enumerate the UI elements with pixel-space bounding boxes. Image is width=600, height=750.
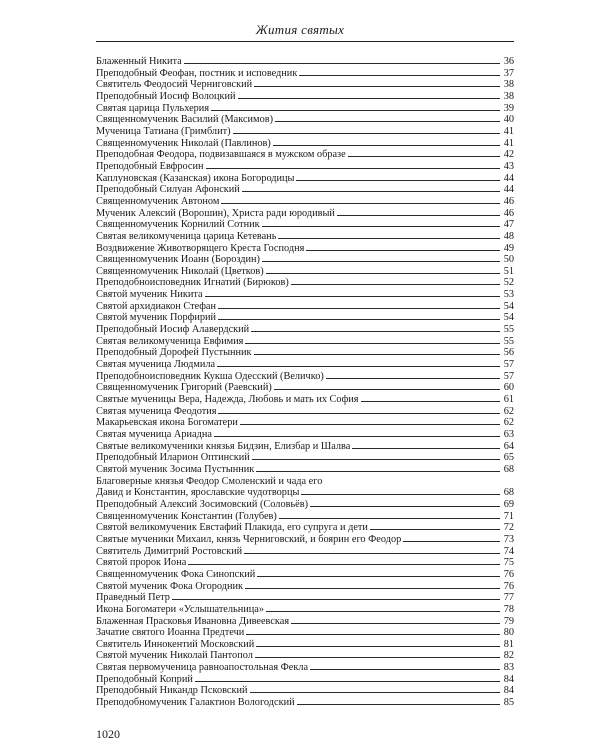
- toc-entry: [96, 534, 514, 546]
- leader-line: [242, 191, 500, 192]
- toc-entry-title: Священномученик Автоном: [96, 195, 220, 207]
- toc-entry-title: Зачатие святого Иоанна Предтечи: [96, 627, 245, 639]
- toc-entry-page: 79: [503, 615, 514, 627]
- leader-line: [256, 646, 500, 647]
- toc-entry: [96, 266, 514, 278]
- leader-line: [195, 681, 500, 682]
- toc-entry-page: 82: [503, 650, 514, 662]
- leader-line: [262, 261, 500, 262]
- toc-entry-title: Святитель Феодосий Черниговский: [96, 79, 253, 91]
- toc-entry-page: 74: [503, 545, 514, 557]
- toc-entry-page: 75: [503, 557, 514, 569]
- toc-entry: [96, 616, 514, 628]
- toc-entry: [96, 173, 514, 185]
- running-head: Жития святых: [255, 22, 345, 37]
- toc-entry: [96, 581, 514, 593]
- toc-entry-page: 43: [503, 160, 514, 172]
- toc-entry: [96, 138, 514, 150]
- toc-entry-page: 54: [503, 300, 514, 312]
- toc-entry-page: 81: [503, 638, 514, 650]
- toc-entry: [96, 371, 514, 383]
- leader-line: [218, 308, 500, 309]
- toc-entry-title: Преподобный Дорофей Пустынник: [96, 347, 252, 359]
- toc-entry: [96, 464, 514, 476]
- leader-line: [273, 145, 500, 146]
- toc-entry-title: Преподобномученик Галактион Вологодский: [96, 697, 295, 709]
- leader-line: [205, 296, 500, 297]
- leader-line: [361, 401, 501, 402]
- toc-entry-title: Преподобный Алексий Зосимовский (Соловьёв): [96, 498, 309, 510]
- toc-entry: [96, 359, 514, 371]
- toc-entry-title: Преподобный Иосиф Волоцкий: [96, 90, 236, 102]
- toc-entry: [96, 569, 514, 581]
- toc-entry-title: Священномученик Константин (Голубев): [96, 510, 277, 522]
- toc-entry-title: Преподобный Силуан Афонский: [96, 184, 240, 196]
- toc-entry-page: 76: [503, 580, 514, 592]
- toc-entry: [96, 184, 514, 196]
- leader-line: [310, 669, 500, 670]
- toc-entry: [96, 231, 514, 243]
- toc-entry-title: Святая мученица Людмила: [96, 359, 216, 371]
- toc-entry: [96, 429, 514, 441]
- leader-line: [299, 75, 500, 76]
- toc-entry-page: 85: [503, 697, 514, 709]
- toc-entry-title: Святой мученик Зосима Пустынник: [96, 463, 255, 475]
- leader-line: [310, 506, 500, 507]
- toc-entry: [96, 557, 514, 569]
- toc-entry-title: Преподобный Коприй: [96, 673, 193, 685]
- toc-entry-page: 84: [503, 673, 514, 685]
- toc-entry: [96, 312, 514, 324]
- toc-entry-title: Мученик Алексий (Ворошин), Христа ради юродивый: [96, 207, 335, 219]
- toc-entry-title: Святая первомученица равноапостольная Фекла: [96, 662, 309, 674]
- toc-entry-page: 54: [503, 312, 514, 324]
- leader-line: [233, 133, 500, 134]
- toc-entry-title: Святитель Димитрий Ростовский: [96, 545, 243, 557]
- toc-entry-title: Святая мученица Феодотия: [96, 405, 217, 417]
- toc-entry-page: 36: [503, 56, 514, 67]
- leader-line: [348, 156, 500, 157]
- leader-line: [278, 238, 500, 239]
- toc-entry-page: 39: [503, 102, 514, 114]
- toc-entry: [96, 592, 514, 604]
- toc-entry-title: Преподобноисповедник Игнатий (Бирюков): [96, 277, 289, 289]
- toc-entry-page: 65: [503, 452, 514, 464]
- leader-line: [352, 448, 500, 449]
- toc-entry-page: 69: [503, 498, 514, 510]
- leader-line: [244, 553, 500, 554]
- toc-entry-page: 62: [503, 405, 514, 417]
- toc-entry-page: 55: [503, 335, 514, 347]
- leader-line: [370, 529, 500, 530]
- toc-entry-title: Священномученик Григорий (Раевский): [96, 382, 272, 394]
- toc-entry-title: Преподобный Иларион Оптинский: [96, 452, 250, 464]
- toc-entry: [96, 243, 514, 255]
- toc-entry-page: 63: [503, 429, 514, 440]
- toc-entry: [96, 347, 514, 359]
- toc-entry: [96, 639, 514, 651]
- toc-entry-title: Святой архидиакон Стефан: [96, 300, 217, 312]
- toc-entry: [96, 126, 514, 138]
- toc-entry-title: Макарьевская икона Богоматери: [96, 417, 238, 429]
- toc-entry: [96, 417, 514, 429]
- toc-entry-title: Праведный Петр: [96, 592, 170, 604]
- toc-entry: [96, 406, 514, 418]
- toc-entry-title: Святой пророк Иона: [96, 557, 187, 569]
- toc-entry-title: Святая мученица Ариадна: [96, 429, 212, 440]
- leader-line: [184, 63, 500, 64]
- toc-entry: [96, 149, 514, 161]
- leader-line: [262, 226, 500, 227]
- toc-entry-page: 38: [503, 90, 514, 102]
- leader-line: [206, 168, 501, 169]
- toc-entry: [96, 301, 514, 313]
- toc-entry-page: 60: [503, 382, 514, 394]
- toc-entry-title: Священномученик Василий (Максимов): [96, 114, 274, 126]
- toc-entry: [96, 161, 514, 173]
- toc-entry-title: Священномученик Корнилий Сотник: [96, 219, 260, 231]
- toc-entry-title: Преподобная Феодора, подвизавшаяся в мужском образе: [96, 149, 346, 161]
- toc-entry: [96, 441, 514, 453]
- leader-line: [291, 284, 500, 285]
- leader-line: [279, 518, 500, 519]
- toc-entry-title: Святой великомученик Евстафий Плакида, его супруга и дети: [96, 522, 368, 534]
- toc-entry-page: 77: [503, 592, 514, 604]
- toc-entry: [96, 289, 514, 301]
- toc-entry: [96, 103, 514, 115]
- toc-entry: [96, 662, 514, 674]
- toc-entry-page: 51: [503, 265, 514, 277]
- toc-entry-title: Блаженный Никита: [96, 56, 182, 67]
- toc-entry: [96, 79, 514, 91]
- table-of-contents: [96, 56, 514, 709]
- leader-line: [337, 215, 500, 216]
- leader-line: [246, 634, 500, 635]
- toc-entry: [96, 674, 514, 686]
- toc-entry: [96, 324, 514, 336]
- toc-entry-page: 41: [503, 125, 514, 137]
- toc-entry-title: Святая царица Пульхерия: [96, 102, 210, 114]
- toc-entry: [96, 627, 514, 639]
- leader-line: [266, 273, 500, 274]
- leader-line: [251, 331, 500, 332]
- toc-entry: [96, 219, 514, 231]
- toc-entry-page: 44: [503, 184, 514, 196]
- toc-entry-title: Давид и Константин, ярославские чудотворцы: [96, 487, 300, 499]
- leader-line: [172, 599, 500, 600]
- toc-entry-title: Священномученик Фока Синопский: [96, 568, 256, 580]
- toc-entry-title: Святой мученик Порфирий: [96, 312, 217, 324]
- toc-entry-page: 48: [503, 230, 514, 242]
- toc-entry-page: 41: [503, 137, 514, 149]
- toc-entry-title: Святой мученик Фока Огородник: [96, 580, 244, 592]
- leader-line: [217, 366, 500, 367]
- leader-line: [240, 424, 500, 425]
- leader-line: [250, 692, 500, 693]
- toc-entry: [96, 382, 514, 394]
- leader-line: [214, 436, 500, 437]
- toc-entry-page: 56: [503, 347, 514, 359]
- toc-entry-page: 46: [503, 207, 514, 219]
- leader-line: [254, 354, 500, 355]
- toc-entry: [96, 685, 514, 697]
- toc-entry-page: 37: [503, 67, 514, 79]
- leader-line: [255, 657, 500, 658]
- toc-entry: [96, 91, 514, 103]
- leader-line: [245, 588, 500, 589]
- toc-entry-page: 55: [503, 324, 514, 336]
- leader-line: [301, 494, 500, 495]
- toc-entry-title: Святая великомученица царица Кетевань: [96, 230, 277, 242]
- toc-entry-title: Святой мученик Никита: [96, 289, 203, 301]
- toc-entry-page: 53: [503, 289, 514, 301]
- toc-entry: [96, 487, 514, 499]
- toc-entry-title: Священномученик Иоанн (Бороздин): [96, 254, 260, 266]
- leader-line: [221, 203, 500, 204]
- toc-entry-title: Священномученик Николай (Павлинов): [96, 137, 271, 149]
- toc-entry-page: 57: [503, 370, 514, 382]
- toc-entry-page: 46: [503, 195, 514, 207]
- leader-line: [274, 389, 500, 390]
- toc-entry-page: 73: [503, 533, 514, 545]
- toc-entry-title: Преподобный Евфросин: [96, 160, 204, 172]
- toc-entry: [96, 68, 514, 80]
- toc-entry-page: 76: [503, 568, 514, 580]
- leader-line: [218, 413, 500, 414]
- leader-line: [275, 121, 500, 122]
- leader-line: [266, 611, 500, 612]
- toc-entry-title: Святитель Иннокентий Московский: [96, 638, 255, 650]
- toc-entry-title: Преподобный Никандр Псковский: [96, 685, 248, 697]
- toc-entry-page: 71: [503, 510, 514, 522]
- toc-entry-title: Мученица Татиана (Гримблит): [96, 125, 231, 137]
- toc-entry: [96, 697, 514, 709]
- toc-entry: [96, 522, 514, 534]
- leader-line: [306, 250, 500, 251]
- toc-entry-title: Святой мученик Николай Пантопол: [96, 650, 253, 662]
- toc-entry: [96, 604, 514, 616]
- toc-entry-page: 62: [503, 417, 514, 429]
- toc-entry-page: 42: [503, 149, 514, 161]
- toc-entry-page: 68: [503, 463, 514, 475]
- toc-entry-title: Святые великомученики князья Бидзин, Елизбар и Шалва: [96, 440, 351, 452]
- toc-entry-title: Преподобноисповедник Кукша Одесский (Величко): [96, 370, 324, 382]
- toc-entry-title: Преподобный Феофан, постник и исповедник: [96, 67, 298, 79]
- page-number: 1020: [96, 727, 120, 741]
- toc-entry: [96, 277, 514, 289]
- toc-entry-page: 68: [503, 487, 514, 499]
- toc-entry-page: 72: [503, 522, 514, 534]
- toc-entry: [96, 511, 514, 523]
- toc-entry-title: Святые мученицы Вера, Надежда, Любовь и мать их София: [96, 394, 359, 406]
- toc-entry: [96, 196, 514, 208]
- toc-entry-title: Святые мученики Михаил, князь Черниговский, и боярин его Феодор: [96, 533, 402, 545]
- leader-line: [296, 180, 500, 181]
- toc-entry-title: Священномученик Николай (Цветков): [96, 265, 264, 277]
- toc-entry-page: 49: [503, 242, 514, 254]
- toc-entry-page: 84: [503, 685, 514, 697]
- toc-entry-title: Блаженная Прасковья Ивановна Дивеевская: [96, 615, 290, 627]
- toc-entry: [96, 254, 514, 266]
- toc-entry-title: Воздвижение Животворящего Креста Господня: [96, 242, 305, 254]
- leader-line: [403, 541, 500, 542]
- leader-line: [256, 471, 500, 472]
- leader-line: [297, 704, 500, 705]
- toc-entry-page: 61: [503, 394, 514, 406]
- leader-line: [257, 576, 500, 577]
- toc-entry: [96, 208, 514, 220]
- toc-entry: [96, 499, 514, 511]
- toc-entry-page: 52: [503, 277, 514, 289]
- leader-line: [252, 459, 500, 460]
- toc-entry-page: 40: [503, 114, 514, 126]
- leader-line: [291, 623, 500, 624]
- leader-line: [188, 564, 500, 565]
- toc-entry-page: 83: [503, 662, 514, 674]
- toc-entry-page: 44: [503, 172, 514, 184]
- toc-entry: [96, 546, 514, 558]
- leader-line: [238, 98, 500, 99]
- toc-entry-title: Каплуновская (Казанская) икона Богородицы: [96, 172, 295, 184]
- toc-entry-page: 50: [503, 254, 514, 266]
- toc-entry-title: Благоверные князья Феодор Смоленский и чада его: [96, 475, 323, 487]
- toc-entry-title: Икона Богоматери «Услышательница»: [96, 603, 264, 615]
- toc-entry-page: 64: [503, 440, 514, 452]
- header-rule: [96, 41, 514, 42]
- toc-entry: [96, 452, 514, 464]
- toc-entry-title: Святая великомученица Евфимия: [96, 335, 244, 347]
- leader-line: [326, 378, 500, 379]
- toc-entry-page: 80: [503, 627, 514, 639]
- toc-entry: [96, 114, 514, 126]
- toc-entry-page: 78: [503, 603, 514, 615]
- leader-line: [218, 319, 500, 320]
- toc-entry: [96, 476, 514, 488]
- toc-entry-page: 47: [503, 219, 514, 231]
- leader-line: [211, 110, 500, 111]
- toc-entry-page: 57: [503, 359, 514, 371]
- toc-entry: [96, 394, 514, 406]
- toc-entry-page: 38: [503, 79, 514, 91]
- toc-entry: [96, 336, 514, 348]
- toc-entry: [96, 56, 514, 68]
- toc-entry-title: Преподобный Иосиф Алавердский: [96, 324, 250, 336]
- leader-line: [245, 343, 500, 344]
- toc-entry: [96, 650, 514, 662]
- leader-line: [254, 86, 500, 87]
